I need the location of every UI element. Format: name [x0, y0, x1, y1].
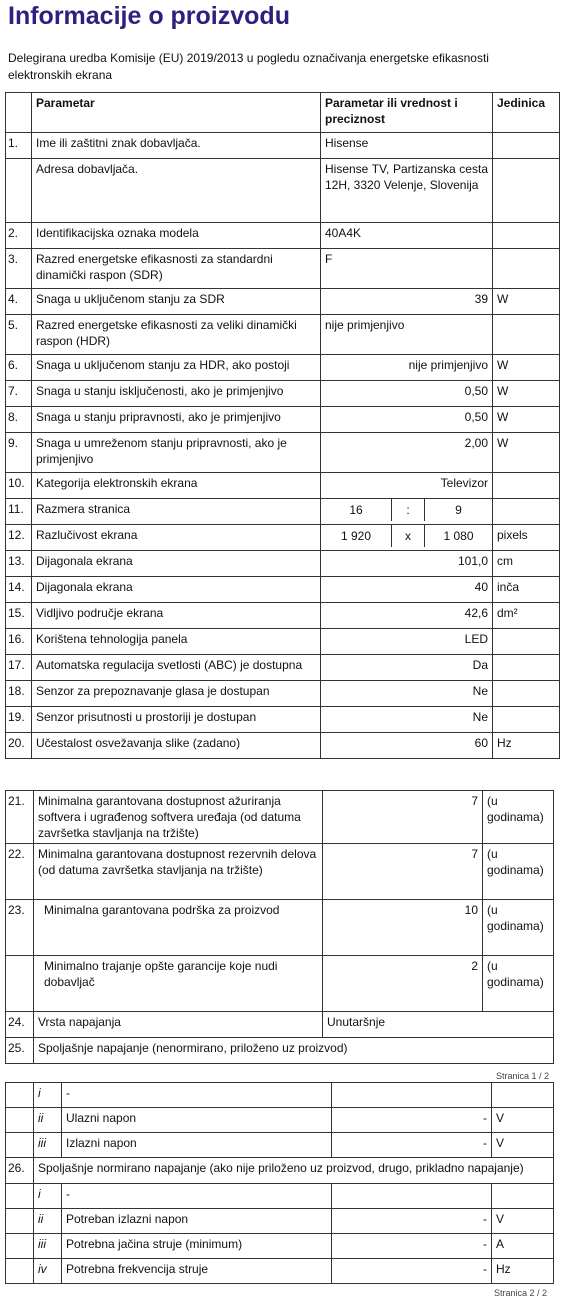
row-unit: [493, 707, 560, 733]
table-row: [6, 681, 560, 707]
row-unit: (u godinama): [483, 900, 554, 956]
indent-cell: [6, 1259, 34, 1284]
row-value: Da: [321, 655, 493, 681]
page-footer-2: Stranica 2 / 2: [494, 1288, 548, 1298]
row-number: 6.: [6, 355, 32, 381]
row-value: 60: [321, 733, 493, 759]
row-value: 0,50: [321, 381, 493, 407]
regulation-subtitle: Delegirana uredba Komisije (EU) 2019/2013 u pogledu označivanja energetske efikasnosti elektronskih ekrana: [8, 51, 489, 82]
row-unit: W: [493, 381, 560, 407]
table-row: [6, 315, 560, 355]
row-value-separator: x: [392, 525, 425, 547]
indent-cell: [6, 1184, 34, 1209]
row-parameter: Razred energetske efikasnosti za veliki dinamički raspon (HDR): [32, 315, 321, 355]
table-row: [6, 407, 560, 433]
row-value: nije primjenjivo: [321, 355, 493, 381]
table-sub-row: [6, 1209, 554, 1234]
row-number: 16.: [6, 629, 32, 655]
table-row: [6, 433, 560, 473]
page-footer-1: Stranica 1 / 2: [496, 1071, 550, 1081]
row-value: nije primjenjivo: [321, 315, 493, 355]
row-unit: (u godinama): [483, 844, 554, 900]
table-row: [6, 707, 560, 733]
row-unit: [493, 223, 560, 249]
row-parameter: Dijagonala ekrana: [32, 577, 321, 603]
table-row: [6, 655, 560, 681]
row-unit: [493, 681, 560, 707]
row-parameter: Ime ili zaštitni znak dobavljača.: [32, 133, 321, 159]
table-sub-row: [6, 1259, 554, 1284]
row-parameter: Učestalost osvežavanja slike (zadano): [32, 733, 321, 759]
row-number: 5.: [6, 315, 32, 355]
indent-cell: [6, 1108, 34, 1133]
row-value: 7: [323, 844, 483, 900]
sub-row-number: ii: [34, 1108, 62, 1133]
table-row: [6, 223, 560, 249]
warranty-table: [5, 790, 554, 1064]
table-header-row: [6, 93, 560, 133]
row-value: LED: [321, 629, 493, 655]
row-unit: dm²: [493, 603, 560, 629]
row-number: 22.: [6, 844, 34, 900]
table-row: [6, 577, 560, 603]
row-unit: [493, 499, 560, 525]
row-value: Unutaršnje: [323, 1012, 554, 1038]
table-row: [6, 1012, 554, 1038]
row-parameter: Minimalna garantovana dostupnost ažuriranja softvera i ugrađenog softvera uređaja (od datuma završetka stavljanja na tržište): [34, 791, 323, 844]
row-value: F: [321, 249, 493, 289]
page-title: Informacije o proizvodu: [8, 2, 290, 30]
row-value: Televizor: [321, 473, 493, 499]
sub-row-unit: [492, 1184, 554, 1209]
table-row: [6, 249, 560, 289]
row-value-second: 9: [455, 503, 462, 517]
sub-row-number: i: [34, 1184, 62, 1209]
row-number: 1.: [6, 133, 32, 159]
row-unit: [493, 655, 560, 681]
row-parameter: Spoljašnje normirano napajanje (ako nije priloženo uz proizvod, drugo, prikladno napajanje): [34, 1158, 554, 1184]
row-parameter: Snaga u stanju isključenosti, ako je primjenjivo: [32, 381, 321, 407]
row-unit: (u godinama): [483, 791, 554, 844]
row-value: 40A4K: [321, 223, 493, 249]
row-value: [321, 499, 493, 525]
row-parameter: Snaga u stanju pripravnosti, ako je primjenjivo: [32, 407, 321, 433]
table-row: [6, 603, 560, 629]
row-value-first: 1 920: [321, 525, 392, 547]
row-number: 8.: [6, 407, 32, 433]
product-info-table: [5, 92, 560, 759]
table-row: [6, 525, 560, 551]
table-row: [6, 900, 554, 956]
row-unit: Hz: [493, 733, 560, 759]
table-row: [6, 159, 560, 223]
row-value: 39: [321, 289, 493, 315]
table-sub-row: [6, 1083, 554, 1108]
sub-row-value: -: [332, 1234, 492, 1259]
row-parameter: Snaga u uključenom stanju za HDR, ako postoji: [32, 355, 321, 381]
row-unit: [493, 249, 560, 289]
row-value: Hisense: [321, 133, 493, 159]
table-sub-row: [6, 1133, 554, 1158]
sub-row-number: iii: [34, 1133, 62, 1158]
row-value: 2,00: [321, 433, 493, 473]
row-value: [321, 525, 493, 551]
row-unit: W: [493, 289, 560, 315]
table-row: [6, 629, 560, 655]
sub-row-parameter: Potrebna jačina struje (minimum): [62, 1234, 332, 1259]
row-number: 13.: [6, 551, 32, 577]
row-value-first: 16: [321, 499, 392, 521]
row-unit: [493, 473, 560, 499]
row-number: 19.: [6, 707, 32, 733]
row-value: 42,6: [321, 603, 493, 629]
row-value: 40: [321, 577, 493, 603]
sub-row-unit: [492, 1083, 554, 1108]
header-parameter: Parametar: [32, 93, 321, 133]
row-parameter: Vidljivo područje ekrana: [32, 603, 321, 629]
table-sub-row: [6, 1184, 554, 1209]
sub-row-parameter: Potrebna frekvencija struje: [62, 1259, 332, 1284]
row-unit: inča: [493, 577, 560, 603]
sub-row-number: iv: [34, 1259, 62, 1284]
indent-cell: [6, 1083, 34, 1108]
row-number: 11.: [6, 499, 32, 525]
indent-cell: [6, 1209, 34, 1234]
row-unit: W: [493, 407, 560, 433]
sub-row-value: [332, 1184, 492, 1209]
row-unit: (u godinama): [483, 956, 554, 1012]
header-value: Parametar ili vrednost i preciznost: [321, 93, 493, 133]
row-parameter: Snaga u uključenom stanju za SDR: [32, 289, 321, 315]
row-value: 10: [323, 900, 483, 956]
row-value: Hisense TV, Partizanska cesta 12H, 3320 Velenje, Slovenija: [321, 159, 493, 223]
table-row: [6, 1038, 554, 1064]
row-number: 4.: [6, 289, 32, 315]
row-number: 12.: [6, 525, 32, 551]
row-number: 24.: [6, 1012, 34, 1038]
table-row: [6, 355, 560, 381]
sub-row-unit: A: [492, 1234, 554, 1259]
row-parameter: Razred energetske efikasnosti za standardni dinamički raspon (SDR): [32, 249, 321, 289]
table-row: [6, 499, 560, 525]
row-parameter: Snaga u umreženom stanju pripravnosti, ako je primjenjivo: [32, 433, 321, 473]
row-number: 2.: [6, 223, 32, 249]
sub-row-unit: V: [492, 1108, 554, 1133]
row-number: 14.: [6, 577, 32, 603]
row-number: 21.: [6, 791, 34, 844]
indent-cell: [6, 1133, 34, 1158]
header-number-cell: [6, 93, 32, 133]
row-value: 2: [323, 956, 483, 1012]
sub-row-parameter: -: [62, 1184, 332, 1209]
row-unit: W: [493, 433, 560, 473]
row-number: 10.: [6, 473, 32, 499]
row-number: 9.: [6, 433, 32, 473]
row-parameter: Minimalna garantovana podrška za proizvod: [34, 900, 323, 956]
sub-row-unit: Hz: [492, 1259, 554, 1284]
sub-row-number: iii: [34, 1234, 62, 1259]
row-parameter: Automatska regulacija svetlosti (ABC) je dostupna: [32, 655, 321, 681]
row-number: 3.: [6, 249, 32, 289]
row-value: 0,50: [321, 407, 493, 433]
row-unit: [493, 133, 560, 159]
row-parameter: Kategorija elektronskih ekrana: [32, 473, 321, 499]
table-row: [6, 791, 554, 844]
row-number: 26.: [6, 1158, 34, 1184]
sub-row-parameter: Ulazni napon: [62, 1108, 332, 1133]
row-unit: [493, 629, 560, 655]
row-parameter: Vrsta napajanja: [34, 1012, 323, 1038]
sub-row-number: ii: [34, 1209, 62, 1234]
row-value-separator: :: [392, 499, 425, 521]
sub-row-value: -: [332, 1133, 492, 1158]
table-row: [6, 733, 560, 759]
sub-row-parameter: -: [62, 1083, 332, 1108]
sub-row-parameter: Izlazni napon: [62, 1133, 332, 1158]
row-parameter: Dijagonala ekrana: [32, 551, 321, 577]
sub-row-value: -: [332, 1259, 492, 1284]
row-parameter: Minimalna garantovana dostupnost rezervnih delova (od datuma završetka stavljanja na tržište): [34, 844, 323, 900]
row-value: Ne: [321, 707, 493, 733]
row-parameter: Adresa dobavljača.: [32, 159, 321, 223]
row-parameter: Razlučivost ekrana: [32, 525, 321, 551]
table-row: [6, 289, 560, 315]
table-row: [6, 133, 560, 159]
sub-row-parameter: Potreban izlazni napon: [62, 1209, 332, 1234]
row-parameter: Minimalno trajanje opšte garancije koje nudi dobavljač: [34, 956, 323, 1012]
row-unit: [493, 159, 560, 223]
row-unit: W: [493, 355, 560, 381]
table-sub-row: [6, 1108, 554, 1133]
power-supply-table: [5, 1082, 554, 1284]
row-number: 18.: [6, 681, 32, 707]
row-number: 25.: [6, 1038, 34, 1064]
sub-row-unit: V: [492, 1209, 554, 1234]
row-number: [6, 159, 32, 223]
row-number: [6, 956, 34, 1012]
header-unit: Jedinica: [493, 93, 560, 133]
row-number: 17.: [6, 655, 32, 681]
row-parameter: Razmera stranica: [32, 499, 321, 525]
sub-row-unit: V: [492, 1133, 554, 1158]
sub-row-value: [332, 1083, 492, 1108]
table-row: [6, 381, 560, 407]
sub-row-value: -: [332, 1108, 492, 1133]
sub-row-number: i: [34, 1083, 62, 1108]
row-number: 23.: [6, 900, 34, 956]
row-value: 101,0: [321, 551, 493, 577]
row-unit: pixels: [493, 525, 560, 551]
sub-row-value: -: [332, 1209, 492, 1234]
table-row: [6, 473, 560, 499]
row-number: 7.: [6, 381, 32, 407]
table-row: [6, 844, 554, 900]
table-sub-row: [6, 1234, 554, 1259]
row-parameter: Identifikacijska oznaka modela: [32, 223, 321, 249]
indent-cell: [6, 1234, 34, 1259]
row-unit: cm: [493, 551, 560, 577]
row-parameter: Korištena tehnologija panela: [32, 629, 321, 655]
row-value: Ne: [321, 681, 493, 707]
row-parameter: Senzor prisutnosti u prostoriji je dostupan: [32, 707, 321, 733]
table-row: [6, 1158, 554, 1184]
row-parameter: Senzor za prepoznavanje glasa je dostupan: [32, 681, 321, 707]
table-row: [6, 956, 554, 1012]
row-parameter: Spoljašnje napajanje (nenormirano, priloženo uz proizvod): [34, 1038, 554, 1064]
row-value-second: 1 080: [443, 529, 474, 543]
table-row: [6, 551, 560, 577]
row-number: 15.: [6, 603, 32, 629]
row-value: 7: [323, 791, 483, 844]
row-number: 20.: [6, 733, 32, 759]
row-unit: [493, 315, 560, 355]
